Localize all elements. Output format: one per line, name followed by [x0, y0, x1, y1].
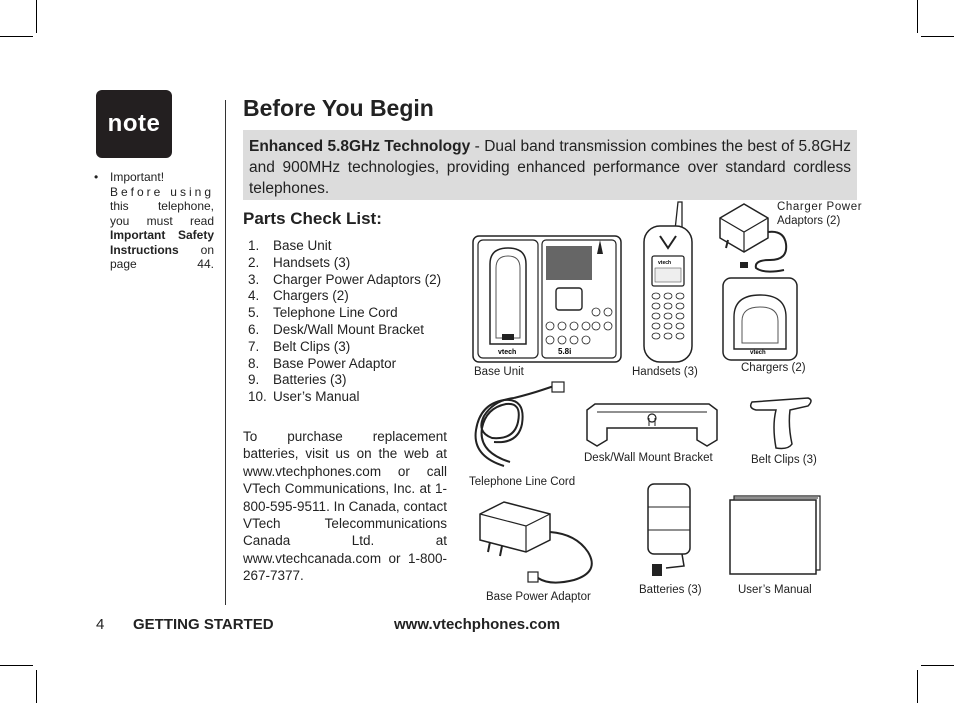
list-item — [248, 272, 441, 289]
side-note-line: this telephone, — [110, 199, 214, 213]
label-manual: User’s Manual — [738, 584, 812, 596]
side-note-line: you must read — [110, 213, 214, 228]
side-note-tail: on page 44. — [110, 242, 214, 271]
item-label: Batteries (3) — [273, 372, 347, 388]
list-item — [248, 238, 441, 255]
item-number: 3. — [248, 271, 260, 287]
bullet-icon: • — [94, 170, 99, 184]
list-item — [248, 288, 441, 305]
item-label: Chargers (2) — [273, 288, 349, 304]
label-base-unit: Base Unit — [474, 366, 524, 378]
label-telephone-line-cord: Telephone Line Cord — [469, 476, 576, 488]
list-item — [248, 255, 441, 272]
side-note — [94, 170, 214, 272]
note-badge: note — [96, 90, 172, 158]
battery-illustration — [646, 482, 696, 580]
item-number: 2. — [248, 254, 260, 270]
parts-heading: Parts Check List: — [243, 209, 382, 228]
list-item — [248, 339, 441, 356]
section-title: GETTING STARTED — [133, 616, 274, 633]
list-item — [248, 356, 441, 373]
bracket-illustration — [585, 398, 719, 450]
base-unit-illustration — [472, 234, 622, 364]
crop-mark — [36, 0, 37, 33]
item-label: Belt Clips (3) — [273, 338, 351, 354]
banner-bold: Enhanced 5.8GHz Technology — [249, 138, 471, 155]
page-number: 4 — [96, 616, 105, 633]
item-number: 9. — [248, 372, 260, 388]
item-label: Base Power Adaptor — [273, 355, 397, 371]
charger-illustration — [722, 277, 798, 361]
label-belt-clips: Belt Clips (3) — [751, 454, 817, 466]
crop-mark — [917, 670, 918, 703]
handset-brand-text: vtech — [658, 260, 672, 266]
list-item — [248, 322, 441, 339]
item-number: 4. — [248, 288, 260, 304]
side-note-line — [110, 228, 214, 272]
item-label: Charger Power Adaptors (2) — [273, 271, 442, 287]
item-number: 7. — [248, 338, 260, 354]
column-divider — [225, 100, 226, 605]
list-item — [248, 372, 441, 389]
base-power-adaptor-illustration — [476, 500, 604, 588]
crop-mark — [921, 665, 954, 666]
page-title: Before You Begin — [243, 95, 434, 121]
banner-text: - Dual band transmission combines the best of 5.8GHz and 900MHz technologies, providing enhanced performance over standard cordless telephones. — [249, 138, 851, 197]
crop-mark — [917, 0, 918, 33]
manual-illustration — [726, 492, 824, 578]
item-number: 5. — [248, 305, 260, 321]
crop-mark — [921, 36, 954, 37]
item-label: Telephone Line Cord — [273, 305, 398, 321]
parts-list — [248, 238, 441, 406]
telephone-line-cord-illustration — [470, 382, 570, 474]
item-number: 6. — [248, 321, 260, 337]
side-note-line: Important! — [110, 170, 165, 184]
safety-instructions-text: Important Safety Instructions — [110, 228, 214, 257]
label-charger-adaptor: Charger Power — [777, 201, 863, 213]
technology-banner — [243, 130, 857, 200]
label-base-power-adaptor: Base Power Adaptor — [486, 591, 591, 603]
item-label: Desk/Wall Mount Bracket — [273, 321, 425, 337]
belt-clip-illustration — [748, 396, 818, 452]
list-item — [248, 389, 441, 406]
label-bracket: Desk/Wall Mount Bracket — [584, 452, 713, 464]
label-charger-adaptor: Adaptors (2) — [777, 215, 841, 227]
item-label: Handsets (3) — [273, 254, 351, 270]
label-batteries: Batteries (3) — [639, 584, 702, 596]
list-item — [248, 305, 441, 322]
handset-illustration — [640, 200, 696, 368]
crop-mark — [0, 36, 33, 37]
item-label: Base Unit — [273, 238, 332, 253]
item-number: 8. — [248, 355, 260, 371]
item-label: User’s Manual — [273, 389, 360, 405]
base-brand-text: vtech — [498, 349, 517, 356]
crop-mark — [0, 665, 33, 666]
label-handsets: Handsets (3) — [632, 366, 698, 378]
footer-url[interactable]: www.vtechphones.com — [394, 616, 561, 633]
side-note-line: Before using — [110, 184, 214, 199]
label-chargers: Chargers (2) — [741, 362, 806, 374]
base-model-text: 5.8i — [558, 347, 572, 356]
item-number: 10. — [248, 389, 267, 405]
charger-brand-text: vtech — [750, 350, 766, 356]
item-number: 1. — [248, 238, 260, 253]
crop-mark — [36, 670, 37, 703]
purchase-info: To purchase replacement batteries, visit us on the web at www.vtechphones.com or call VTech Communications, Inc. at 1-800-595-9511. In Canada, contact VTech Telecommunications Canada Ltd. at www.vtechcanada.com or 1-800-267-7377. — [243, 429, 447, 584]
